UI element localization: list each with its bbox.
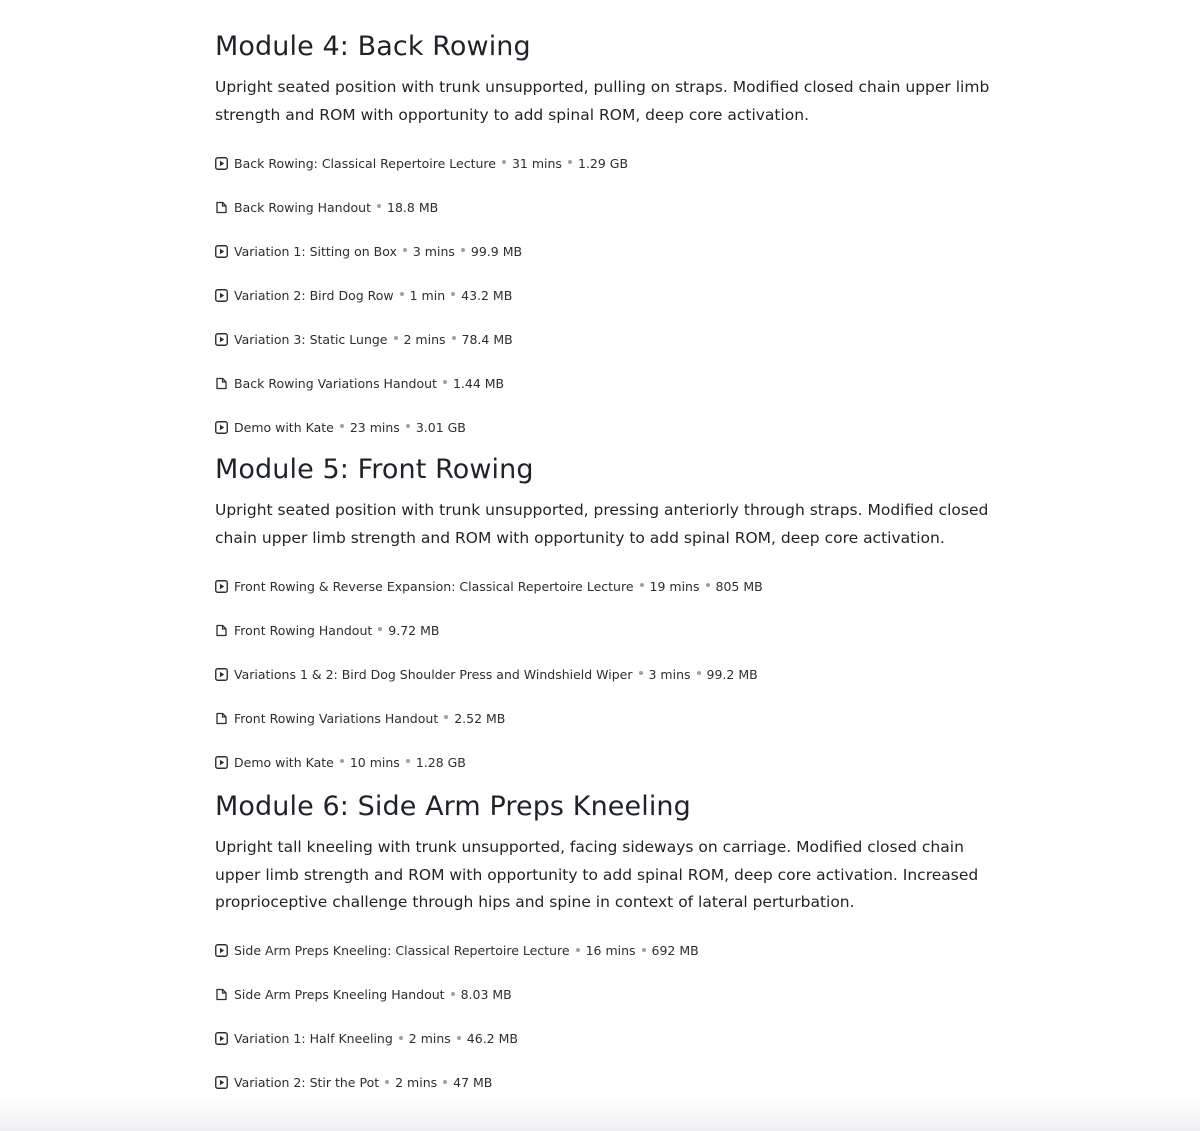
lesson-size: 78.4 MB	[461, 331, 513, 347]
lesson-size: 47 MB	[453, 1075, 493, 1090]
video-play-icon	[215, 944, 228, 957]
lesson-title[interactable]: Front Rowing & Reverse Expansion: Classical Repertoire Lecture	[234, 578, 634, 594]
separator-dot	[377, 204, 381, 208]
lesson-size: 1.29 GB	[577, 155, 629, 171]
lesson-size: 805 MB	[715, 578, 763, 594]
lesson-size: 99.2 MB	[706, 666, 758, 682]
module-item-list	[215, 564, 1005, 784]
lesson-title[interactable]: Demo with Kate	[234, 419, 334, 435]
module-5	[215, 451, 1005, 784]
lesson-title[interactable]: Back Rowing: Classical Repertoire Lecture	[234, 155, 496, 171]
lesson-title[interactable]: Back Rowing Handout	[234, 199, 372, 215]
lesson-duration: 31 mins	[511, 155, 562, 171]
lesson-duration: 1 min	[409, 287, 446, 303]
module-title: Module 6: Side Arm Preps Kneeling	[215, 791, 691, 822]
lesson-size: 99.9 MB	[470, 243, 523, 259]
document-icon	[215, 712, 228, 725]
lesson-item-video[interactable]	[215, 1061, 1005, 1105]
separator-dot	[444, 715, 448, 719]
lesson-item-video[interactable]	[215, 929, 1005, 973]
video-play-icon	[215, 756, 228, 769]
separator-dot	[457, 1036, 461, 1040]
course-content	[215, 28, 1005, 1105]
module-item-list	[215, 929, 1005, 1105]
lesson-item-video[interactable]	[215, 317, 1005, 361]
separator-dot	[406, 759, 410, 763]
document-icon	[215, 377, 228, 390]
lesson-size: 43.2 MB	[461, 287, 513, 303]
lesson-duration: 3 mins	[412, 243, 455, 259]
separator-dot	[400, 292, 404, 296]
lesson-item-file[interactable]	[215, 361, 1005, 405]
separator-dot	[576, 948, 580, 952]
document-icon	[215, 201, 228, 214]
module-title: Module 5: Front Rowing	[215, 454, 534, 485]
lesson-item-video[interactable]	[215, 740, 1005, 784]
module-item-list	[215, 141, 1005, 449]
lesson-duration: 2 mins	[395, 1075, 438, 1090]
separator-dot	[399, 1036, 403, 1040]
lesson-size: 8.03 MB	[460, 987, 512, 1002]
lesson-size: 9.72 MB	[388, 622, 440, 638]
lesson-title[interactable]: Front Rowing Variations Handout	[234, 710, 439, 726]
lesson-item-video[interactable]	[215, 229, 1005, 273]
lesson-title[interactable]: Front Rowing Handout	[234, 622, 373, 638]
lesson-duration: 10 mins	[349, 754, 400, 770]
separator-dot	[452, 336, 456, 340]
separator-dot	[642, 948, 646, 952]
lesson-item-video[interactable]	[215, 405, 1005, 449]
module-4	[215, 28, 1005, 449]
lesson-item-video[interactable]	[215, 564, 1005, 608]
lesson-title[interactable]: Demo with Kate	[234, 754, 334, 770]
lesson-item-video[interactable]	[215, 273, 1005, 317]
lesson-size: 46.2 MB	[466, 1031, 518, 1046]
video-play-icon	[215, 421, 228, 434]
separator-dot	[451, 292, 455, 296]
module-6	[215, 788, 1005, 1105]
video-play-icon	[215, 289, 228, 302]
lesson-size: 2.52 MB	[454, 710, 506, 726]
module-description: Upright seated position with trunk unsupported, pressing anteriorly through straps. Modified closed chain upper limb strength and ROM with opportunity to add spinal ROM, deep core activation.	[215, 501, 989, 547]
separator-dot	[443, 1080, 447, 1084]
separator-dot	[443, 380, 447, 384]
video-play-icon	[215, 157, 228, 170]
lesson-duration: 2 mins	[408, 1031, 451, 1046]
lesson-duration: 23 mins	[349, 419, 400, 435]
lesson-size: 1.28 GB	[415, 754, 466, 770]
module-description: Upright seated position with trunk unsupported, pulling on straps. Modified closed chain upper limb strength and ROM with opportunity to add spinal ROM, deep core activation.	[215, 78, 990, 124]
separator-dot	[340, 759, 344, 763]
video-play-icon	[215, 1076, 228, 1089]
video-play-icon	[215, 580, 228, 593]
separator-dot	[568, 160, 572, 164]
lesson-item-file[interactable]	[215, 185, 1005, 229]
lesson-title[interactable]: Variation 1: Sitting on Box	[234, 243, 397, 259]
lesson-duration: 3 mins	[648, 666, 691, 682]
lesson-title[interactable]: Side Arm Preps Kneeling Handout	[234, 987, 445, 1002]
lesson-title[interactable]: Back Rowing Variations Handout	[234, 375, 437, 391]
lesson-size: 3.01 GB	[415, 419, 466, 435]
video-play-icon	[215, 333, 228, 346]
lesson-title[interactable]: Variation 3: Static Lunge	[234, 331, 388, 347]
lesson-duration: 19 mins	[649, 578, 700, 594]
module-title: Module 4: Back Rowing	[215, 31, 531, 62]
separator-dot	[451, 992, 455, 996]
video-play-icon	[215, 668, 228, 681]
document-icon	[215, 988, 228, 1001]
separator-dot	[406, 424, 410, 428]
video-play-icon	[215, 245, 228, 258]
lesson-duration: 16 mins	[585, 943, 636, 958]
lesson-size: 1.44 MB	[452, 375, 505, 391]
lesson-item-file[interactable]	[215, 973, 1005, 1017]
lesson-title[interactable]: Variation 2: Stir the Pot	[234, 1075, 380, 1090]
separator-dot	[640, 583, 644, 587]
separator-dot	[697, 671, 701, 675]
separator-dot	[394, 336, 398, 340]
separator-dot	[385, 1080, 389, 1084]
video-play-icon	[215, 1032, 228, 1045]
document-icon	[215, 624, 228, 637]
separator-dot	[502, 160, 506, 164]
separator-dot	[639, 671, 643, 675]
module-description: Upright tall kneeling with trunk unsupported, facing sideways on carriage. Modified closed chain upper limb strength and ROM with opportunity to add spinal ROM, deep core activation. Increased proprioceptive challenge through hips and spine in context of lateral perturbation.	[215, 838, 979, 911]
lesson-title[interactable]: Variation 1: Half Kneeling	[234, 1031, 393, 1046]
lesson-title[interactable]: Variation 2: Bird Dog Row	[234, 287, 394, 303]
lesson-item-video[interactable]	[215, 1017, 1005, 1061]
lesson-size: 18.8 MB	[387, 199, 439, 215]
lesson-duration: 2 mins	[403, 331, 446, 347]
lesson-item-file[interactable]	[215, 696, 1005, 740]
lesson-item-file[interactable]	[215, 608, 1005, 652]
lesson-title[interactable]: Variations 1 & 2: Bird Dog Shoulder Press and Windshield Wiper	[234, 666, 633, 682]
lesson-title[interactable]: Side Arm Preps Kneeling: Classical Repertoire Lecture	[234, 943, 570, 958]
lesson-item-video[interactable]	[215, 141, 1005, 185]
separator-dot	[461, 248, 465, 252]
separator-dot	[706, 583, 710, 587]
separator-dot	[340, 424, 344, 428]
separator-dot	[378, 627, 382, 631]
lesson-size: 692 MB	[651, 943, 699, 958]
separator-dot	[403, 248, 407, 252]
lesson-item-video[interactable]	[215, 652, 1005, 696]
